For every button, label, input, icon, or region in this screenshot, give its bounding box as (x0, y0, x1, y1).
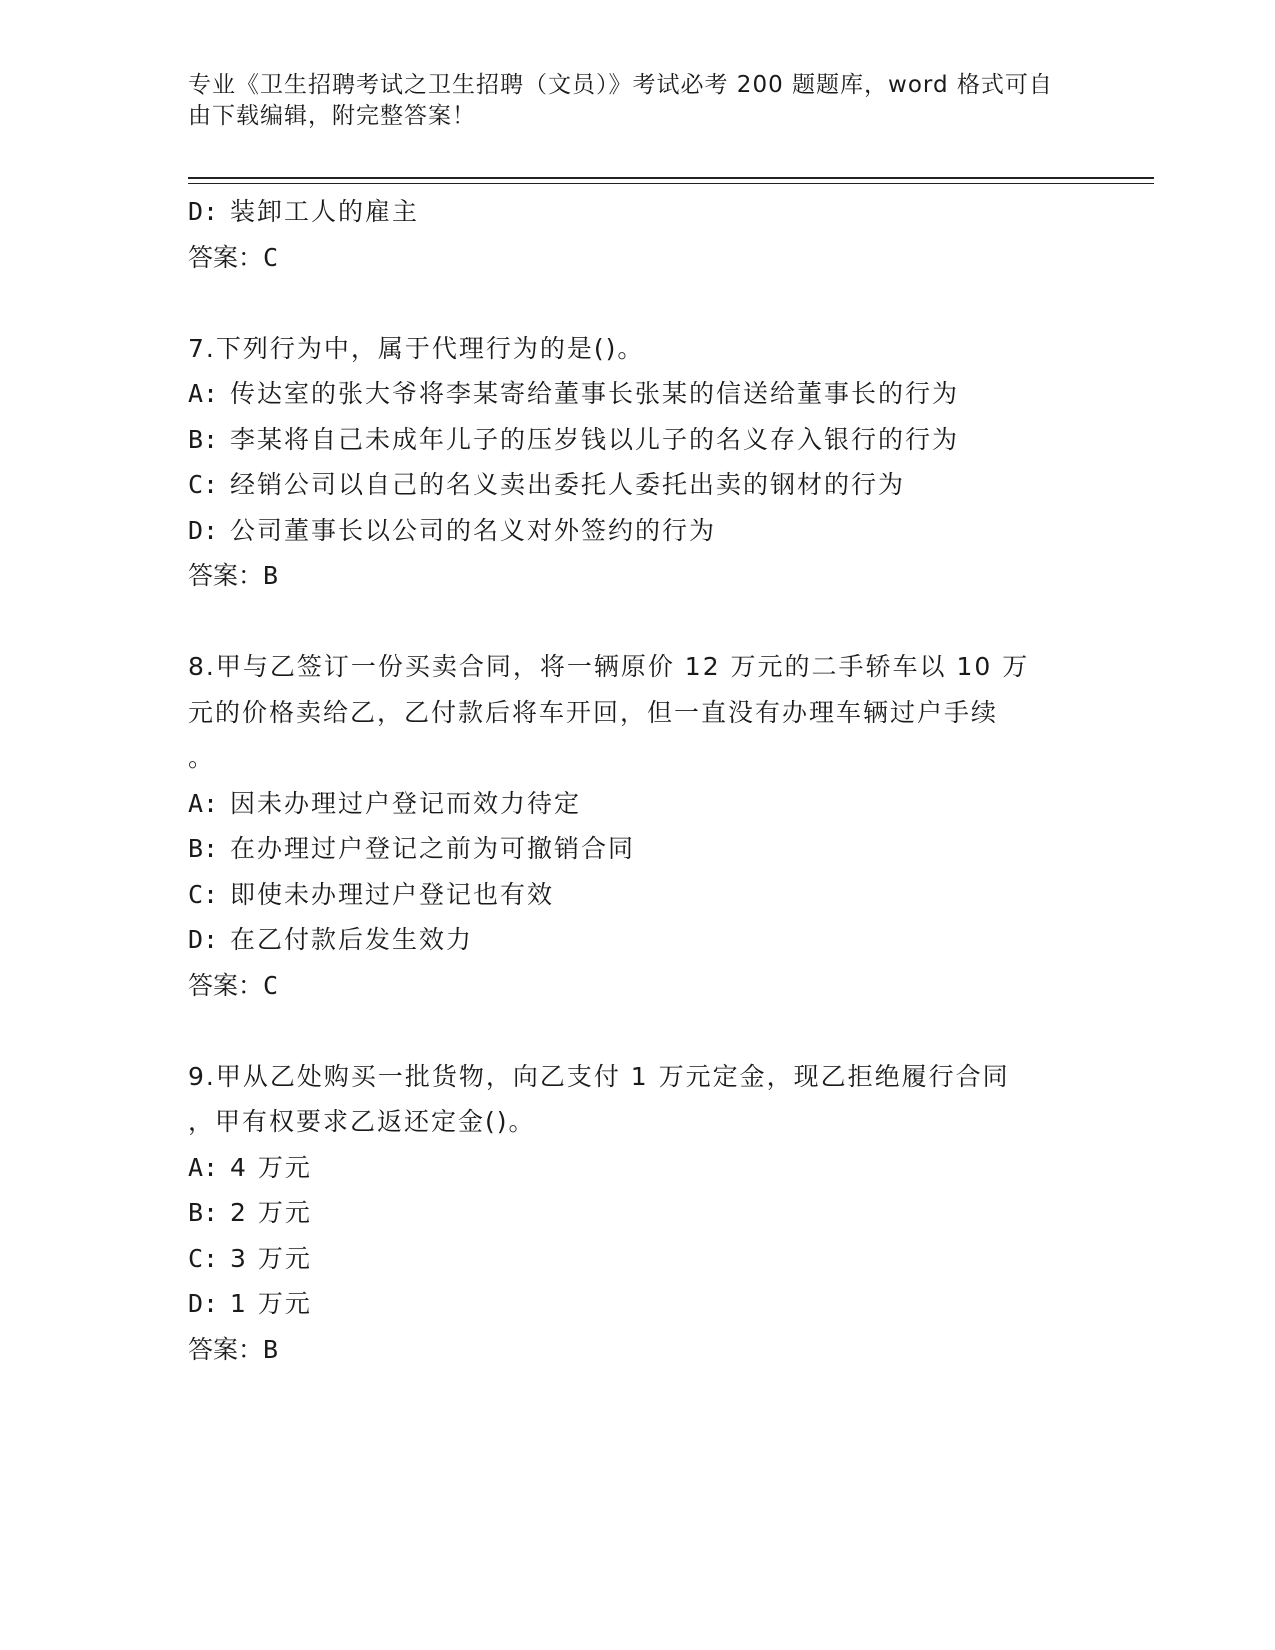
option-c (188, 462, 1088, 508)
answer-value: C (263, 970, 279, 1000)
option-letter: D: (188, 515, 219, 545)
answer-value: C (263, 242, 279, 272)
question-stem-line-1: 8.甲与乙签订一份买卖合同，将一辆原价 12 万元的二手轿车以 10 万 (188, 652, 1030, 681)
question-stem-line-2: ，甲有权要求乙返还定金()。 (188, 1107, 536, 1136)
option-letter: C: (188, 1243, 219, 1273)
header-line-1: 专业《卫生招聘考试之卫生招聘（文员）》考试必考 200 题题库，word 格式可自 (188, 72, 1053, 98)
question-7 (188, 326, 1088, 599)
option-letter: D: (188, 925, 219, 954)
option-a (188, 1145, 1088, 1191)
answer-label: 答案： (188, 970, 264, 1000)
option-d (188, 189, 1088, 235)
option-letter: A: (188, 379, 219, 408)
spacer (188, 280, 1088, 326)
header-divider-thin (188, 183, 1154, 184)
answer-line (188, 235, 1088, 281)
option-letter: D: (188, 197, 219, 226)
option-letter: A: (188, 788, 219, 818)
option-text: 在乙付款后发生效力 (230, 925, 474, 954)
option-c (188, 872, 1088, 918)
option-letter: A: (188, 1152, 219, 1182)
answer-line (188, 963, 1088, 1009)
header-divider-thick (188, 177, 1154, 179)
option-text: 3 万元 (230, 1243, 312, 1273)
option-text: 装卸工人的雇主 (230, 197, 420, 226)
option-text: 因未办理过户登记而效力待定 (230, 788, 582, 818)
question-8 (188, 644, 1088, 1008)
answer-label: 答案： (188, 242, 264, 272)
answer-label: 答案： (188, 561, 264, 590)
previous-question-tail (188, 189, 1088, 280)
option-d (188, 1281, 1088, 1327)
option-letter: D: (188, 1289, 219, 1318)
option-b (188, 417, 1088, 463)
option-text: 2 万元 (230, 1198, 312, 1227)
option-a (188, 371, 1088, 417)
spacer (188, 599, 1088, 645)
option-a (188, 781, 1088, 827)
option-b (188, 1190, 1088, 1236)
question-stem: 7.下列行为中，属于代理行为的是()。 (188, 333, 645, 363)
option-letter: C: (188, 470, 219, 499)
option-text: 4 万元 (230, 1152, 312, 1182)
option-b (188, 826, 1088, 872)
option-text: 即使未办理过户登记也有效 (230, 879, 555, 909)
question-9 (188, 1054, 1088, 1373)
option-text: 传达室的张大爷将李某寄给董事长张某的信送给董事长的行为 (230, 379, 960, 408)
option-letter: B: (188, 1198, 219, 1227)
question-stem-line-2: 元的价格卖给乙，乙付款后将车开回，但一直没有办理车辆过户手续 (188, 697, 999, 727)
option-letter: B: (188, 424, 219, 454)
answer-line (188, 553, 1088, 599)
question-stem-line-1: 9.甲从乙处购买一批货物，向乙支付 1 万元定金，现乙拒绝履行合同 (188, 1061, 1010, 1091)
header-line-2: 由下载编辑，附完整答案！ (188, 103, 476, 129)
option-text: 李某将自己未成年儿子的压岁钱以儿子的名义存入银行的行为 (230, 424, 960, 454)
question-stem-line-3: 。 (188, 743, 216, 772)
option-text: 在办理过户登记之前为可撤销合同 (230, 834, 636, 863)
option-d (188, 508, 1088, 554)
option-text: 1 万元 (230, 1289, 312, 1318)
answer-value: B (263, 1334, 279, 1364)
answer-line (188, 1327, 1088, 1373)
option-d (188, 917, 1088, 963)
option-letter: B: (188, 834, 219, 863)
answer-value: B (263, 561, 279, 590)
question-content (188, 189, 1088, 1372)
answer-label: 答案： (188, 1334, 264, 1364)
spacer (188, 1008, 1088, 1054)
option-c (188, 1236, 1088, 1282)
option-text: 公司董事长以公司的名义对外签约的行为 (230, 515, 717, 545)
option-text: 经销公司以自己的名义卖出委托人委托出卖的钢材的行为 (230, 470, 906, 499)
option-letter: C: (188, 879, 219, 909)
document-header (188, 70, 1068, 132)
